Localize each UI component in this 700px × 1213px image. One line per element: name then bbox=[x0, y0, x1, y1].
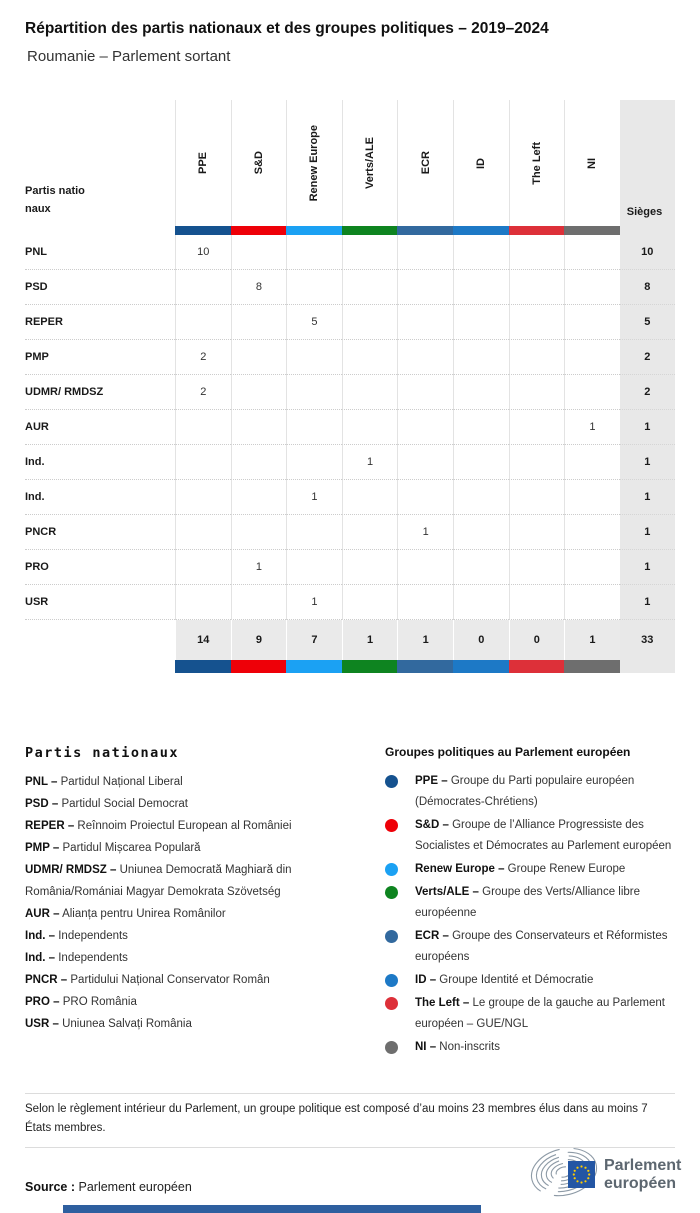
group-color-bar bbox=[397, 226, 453, 235]
legend-color-dot-icon bbox=[385, 775, 398, 788]
divider-line bbox=[25, 1093, 675, 1094]
cell-value bbox=[342, 270, 398, 305]
cell-value bbox=[397, 445, 453, 480]
party-full-name: Partidul Național Liberal bbox=[60, 776, 183, 788]
cell-value bbox=[509, 515, 565, 550]
cell-value bbox=[175, 480, 231, 515]
source-line bbox=[25, 1180, 192, 1194]
party-full-name: Uniunea Democrată Maghiară din România/Romániai Magyar Demokrata Szövetség bbox=[25, 864, 292, 898]
cell-value bbox=[286, 340, 342, 375]
table-corner-label: Partis nationaux bbox=[25, 185, 85, 215]
party-abbr: PSD – bbox=[25, 798, 59, 810]
cell-value bbox=[342, 480, 398, 515]
group-description bbox=[415, 815, 685, 857]
group-abbr: Verts/ALE – bbox=[415, 886, 479, 898]
party-legend-item bbox=[25, 771, 365, 793]
cell-seats: 5 bbox=[620, 305, 675, 340]
party-abbr: PMP – bbox=[25, 842, 60, 854]
cell-value bbox=[286, 550, 342, 585]
table-corner-header bbox=[25, 100, 175, 226]
cell-value bbox=[231, 340, 287, 375]
cell-value bbox=[231, 480, 287, 515]
eu-parliament-logo-icon bbox=[528, 1146, 692, 1200]
page-title: Répartition des partis nationaux et des groupes politiques – 2019–2024 bbox=[25, 20, 549, 37]
column-header-label: The Left bbox=[530, 141, 543, 185]
column-header-label: ECR bbox=[419, 151, 432, 175]
page-subtitle: Roumanie – Parlement sortant bbox=[27, 48, 231, 65]
group-full-name: Groupe de l’Alliance Progressiste des Socialistes et Démocrates au Parlement européen bbox=[415, 819, 672, 852]
cell-value bbox=[397, 305, 453, 340]
party-legend-item bbox=[25, 815, 365, 837]
column-header-label: PPE bbox=[197, 151, 210, 174]
group-description bbox=[415, 771, 685, 813]
cell-value bbox=[509, 480, 565, 515]
cell-value bbox=[231, 445, 287, 480]
total-value: 9 bbox=[231, 620, 287, 660]
group-full-name: Groupe des Conservateurs et Réformistes européens bbox=[415, 930, 668, 963]
group-legend-item bbox=[385, 882, 685, 924]
party-full-name: Partidul Social Democrat bbox=[61, 798, 189, 810]
cell-value: 1 bbox=[397, 515, 453, 550]
party-legend-item bbox=[25, 793, 365, 815]
cell-value bbox=[175, 515, 231, 550]
group-full-name: Groupe des Verts/Alliance libre européenne bbox=[415, 886, 641, 919]
total-value: 1 bbox=[397, 620, 453, 660]
group-color-bar bbox=[231, 226, 287, 235]
cell-value bbox=[453, 410, 509, 445]
cell-value bbox=[175, 410, 231, 445]
cell-value bbox=[453, 340, 509, 375]
group-description bbox=[415, 970, 593, 991]
group-full-name: Groupe Renew Europe bbox=[507, 863, 626, 875]
cell-value bbox=[397, 550, 453, 585]
row-label: UDMR/ RMDSZ bbox=[25, 375, 175, 410]
cell-value bbox=[564, 515, 620, 550]
party-full-name: Partidului Național Conservator Român bbox=[70, 974, 270, 986]
group-legend-item bbox=[385, 970, 685, 991]
column-header-ni bbox=[564, 100, 620, 226]
cell-value: 8 bbox=[231, 270, 287, 305]
column-header-id bbox=[453, 100, 509, 226]
row-label: Ind. bbox=[25, 445, 175, 480]
group-full-name: Groupe du Parti populaire européen (Démocrates-Chrétiens) bbox=[415, 775, 635, 808]
cell-value bbox=[564, 585, 620, 620]
cell-value bbox=[509, 270, 565, 305]
cell-value bbox=[175, 585, 231, 620]
group-abbr: PPE – bbox=[415, 775, 448, 787]
cell-seats: 1 bbox=[620, 445, 675, 480]
row-label: Ind. bbox=[25, 480, 175, 515]
cell-value bbox=[397, 410, 453, 445]
group-abbr: NI – bbox=[415, 1041, 437, 1053]
total-value: 7 bbox=[286, 620, 342, 660]
cell-value: 1 bbox=[231, 550, 287, 585]
total-value: 0 bbox=[509, 620, 565, 660]
cell-value bbox=[509, 550, 565, 585]
cell-value bbox=[342, 340, 398, 375]
group-abbr: The Left – bbox=[415, 997, 470, 1009]
party-abbr: Ind. – bbox=[25, 930, 56, 942]
cell-value bbox=[453, 480, 509, 515]
source-label: Source : bbox=[25, 1180, 76, 1194]
cell-value bbox=[397, 340, 453, 375]
party-full-name: Partidul Mișcarea Populară bbox=[62, 842, 201, 854]
legend-color-dot-icon bbox=[385, 1041, 398, 1054]
cell-value bbox=[453, 445, 509, 480]
cell-value bbox=[175, 270, 231, 305]
cell-value bbox=[453, 550, 509, 585]
legend-color-dot-icon bbox=[385, 997, 398, 1010]
group-full-name: Le groupe de la gauche au Parlement européen – GUE/NGL bbox=[415, 997, 665, 1030]
party-abbr: PRO – bbox=[25, 996, 60, 1008]
cell-value bbox=[509, 235, 565, 270]
cell-value: 1 bbox=[564, 410, 620, 445]
cell-seats: 1 bbox=[620, 585, 675, 620]
cell-value bbox=[453, 585, 509, 620]
group-color-bar bbox=[175, 660, 231, 673]
column-header-renew-europe bbox=[286, 100, 342, 226]
party-full-name: Alianța pentru Unirea Românilor bbox=[62, 908, 226, 920]
cell-seats: 8 bbox=[620, 270, 675, 305]
column-header-the-left bbox=[509, 100, 565, 226]
row-label: AUR bbox=[25, 410, 175, 445]
seats-table bbox=[25, 100, 675, 673]
cell-value bbox=[453, 305, 509, 340]
cell-value bbox=[342, 550, 398, 585]
party-abbr: AUR – bbox=[25, 908, 60, 920]
group-color-bar bbox=[286, 660, 342, 673]
group-color-bar bbox=[564, 226, 620, 235]
cell-value bbox=[231, 515, 287, 550]
cell-value: 2 bbox=[175, 340, 231, 375]
cell-value: 1 bbox=[286, 585, 342, 620]
group-full-name: Groupe Identité et Démocratie bbox=[439, 974, 594, 986]
legend-national-parties bbox=[25, 745, 365, 1035]
column-header-label: Renew Europe bbox=[308, 124, 321, 202]
cell-value bbox=[286, 445, 342, 480]
source-text: Parlement européen bbox=[78, 1180, 192, 1194]
cell-value bbox=[453, 515, 509, 550]
cell-value: 2 bbox=[175, 375, 231, 410]
seats-column-spacer bbox=[620, 226, 675, 235]
cell-value bbox=[564, 305, 620, 340]
seats-column-header: Sièges bbox=[620, 100, 675, 226]
group-description bbox=[415, 882, 685, 924]
cell-value bbox=[397, 270, 453, 305]
group-legend-item bbox=[385, 771, 685, 813]
cell-value bbox=[564, 480, 620, 515]
group-color-bar bbox=[342, 226, 398, 235]
bottom-accent-bar bbox=[63, 1205, 481, 1213]
cell-value bbox=[397, 585, 453, 620]
seats-column-spacer bbox=[620, 660, 675, 673]
party-abbr: PNCR – bbox=[25, 974, 68, 986]
cell-value bbox=[564, 270, 620, 305]
party-legend-item bbox=[25, 925, 365, 947]
total-value: 0 bbox=[453, 620, 509, 660]
legend-political-groups bbox=[385, 745, 685, 1060]
legend-color-dot-icon bbox=[385, 819, 398, 832]
party-legend-item bbox=[25, 837, 365, 859]
cell-value bbox=[397, 375, 453, 410]
cell-value bbox=[286, 410, 342, 445]
footnote-text: Selon le règlement intérieur du Parlement, un groupe politique est composé d’au moins 23 membres élus dans au moins 7 États membres. bbox=[25, 1103, 648, 1134]
party-full-name: Uniunea Salvați România bbox=[62, 1018, 192, 1030]
total-value: 1 bbox=[342, 620, 398, 660]
group-color-bar bbox=[453, 660, 509, 673]
cell-value bbox=[509, 585, 565, 620]
cell-value bbox=[231, 410, 287, 445]
cell-seats: 10 bbox=[620, 235, 675, 270]
group-legend-item bbox=[385, 1037, 685, 1058]
legend-parties-header: Partis nationaux bbox=[25, 745, 180, 761]
cell-seats: 1 bbox=[620, 410, 675, 445]
cell-value bbox=[453, 375, 509, 410]
row-label: PRO bbox=[25, 550, 175, 585]
party-abbr: UDMR/ RMDSZ – bbox=[25, 864, 117, 876]
cell-value bbox=[397, 235, 453, 270]
column-header-label: S&D bbox=[252, 151, 265, 175]
cell-value bbox=[231, 375, 287, 410]
cell-value bbox=[453, 270, 509, 305]
cell-value bbox=[286, 515, 342, 550]
group-description bbox=[415, 859, 625, 880]
cell-seats: 1 bbox=[620, 550, 675, 585]
party-legend-item bbox=[25, 969, 365, 991]
cell-value bbox=[564, 445, 620, 480]
group-full-name: Non-inscrits bbox=[439, 1041, 501, 1053]
legend-groups-items bbox=[385, 771, 685, 1058]
cell-value bbox=[231, 585, 287, 620]
column-header-verts-ale bbox=[342, 100, 398, 226]
cell-value bbox=[564, 550, 620, 585]
party-abbr: REPER – bbox=[25, 820, 75, 832]
cell-value bbox=[286, 375, 342, 410]
cell-value bbox=[509, 375, 565, 410]
row-label: PSD bbox=[25, 270, 175, 305]
row-label: REPER bbox=[25, 305, 175, 340]
totals-spacer bbox=[25, 620, 175, 660]
party-abbr: PNL – bbox=[25, 776, 58, 788]
cell-value bbox=[509, 410, 565, 445]
total-seats: 33 bbox=[620, 620, 675, 660]
cell-seats: 1 bbox=[620, 515, 675, 550]
group-color-bar bbox=[453, 226, 509, 235]
party-legend-item bbox=[25, 947, 365, 969]
group-abbr: S&D – bbox=[415, 819, 449, 831]
cell-value bbox=[175, 550, 231, 585]
column-header-label: ID bbox=[475, 157, 488, 169]
group-color-bar bbox=[397, 660, 453, 673]
legend-parties-items bbox=[25, 771, 365, 1035]
cell-value: 10 bbox=[175, 235, 231, 270]
group-legend-item bbox=[385, 815, 685, 857]
party-legend-item bbox=[25, 903, 365, 925]
column-header-s&d bbox=[231, 100, 287, 226]
group-legend-item bbox=[385, 993, 685, 1035]
logo-text-line1: Parlement bbox=[604, 1157, 682, 1174]
cell-value: 5 bbox=[286, 305, 342, 340]
group-abbr: ECR – bbox=[415, 930, 449, 942]
cell-value bbox=[564, 235, 620, 270]
party-legend-item bbox=[25, 1013, 365, 1035]
cell-value bbox=[231, 305, 287, 340]
cell-seats: 2 bbox=[620, 375, 675, 410]
group-abbr: Renew Europe – bbox=[415, 863, 505, 875]
cell-seats: 1 bbox=[620, 480, 675, 515]
legend-groups-header: Groupes politiques au Parlement européen bbox=[385, 745, 631, 759]
colorbar-spacer bbox=[25, 226, 175, 235]
group-legend-item bbox=[385, 926, 685, 968]
group-color-bar bbox=[175, 226, 231, 235]
cell-seats: 2 bbox=[620, 340, 675, 375]
cell-value bbox=[509, 445, 565, 480]
cell-value bbox=[342, 235, 398, 270]
cell-value bbox=[286, 235, 342, 270]
cell-value bbox=[564, 375, 620, 410]
group-color-bar bbox=[509, 226, 565, 235]
group-legend-item bbox=[385, 859, 685, 880]
party-full-name: Reînnoim Proiectul European al României bbox=[77, 820, 292, 832]
group-color-bar bbox=[231, 660, 287, 673]
party-legend-item bbox=[25, 991, 365, 1013]
party-full-name: Independents bbox=[58, 952, 128, 964]
total-value: 1 bbox=[564, 620, 620, 660]
group-description bbox=[415, 1037, 500, 1058]
cell-value bbox=[342, 410, 398, 445]
cell-value bbox=[342, 585, 398, 620]
party-legend-item bbox=[25, 859, 365, 903]
column-header-ppe bbox=[175, 100, 231, 226]
cell-value bbox=[397, 480, 453, 515]
party-full-name: Independents bbox=[58, 930, 128, 942]
group-color-bar bbox=[509, 660, 565, 673]
row-label: PMP bbox=[25, 340, 175, 375]
group-color-bar bbox=[342, 660, 398, 673]
legend-color-dot-icon bbox=[385, 886, 398, 899]
bottombar-spacer bbox=[25, 660, 175, 673]
party-abbr: Ind. – bbox=[25, 952, 56, 964]
party-full-name: PRO România bbox=[62, 996, 137, 1008]
row-label: USR bbox=[25, 585, 175, 620]
legend-color-dot-icon bbox=[385, 974, 398, 987]
cell-value bbox=[175, 445, 231, 480]
party-abbr: USR – bbox=[25, 1018, 59, 1030]
total-value: 14 bbox=[175, 620, 231, 660]
column-header-ecr bbox=[397, 100, 453, 226]
row-label: PNL bbox=[25, 235, 175, 270]
logo-text-line2: européen bbox=[604, 1175, 677, 1192]
group-description bbox=[415, 993, 685, 1035]
group-abbr: ID – bbox=[415, 974, 437, 986]
group-color-bar bbox=[286, 226, 342, 235]
group-description bbox=[415, 926, 685, 968]
cell-value bbox=[342, 515, 398, 550]
row-label: PNCR bbox=[25, 515, 175, 550]
cell-value bbox=[231, 235, 287, 270]
cell-value bbox=[342, 375, 398, 410]
cell-value bbox=[175, 305, 231, 340]
column-header-label: Verts/ALE bbox=[364, 137, 377, 189]
cell-value bbox=[286, 270, 342, 305]
column-header-label: NI bbox=[586, 157, 599, 169]
legend-color-dot-icon bbox=[385, 863, 398, 876]
cell-value: 1 bbox=[342, 445, 398, 480]
cell-value bbox=[509, 305, 565, 340]
group-color-bar bbox=[564, 660, 620, 673]
cell-value bbox=[342, 305, 398, 340]
legend-color-dot-icon bbox=[385, 930, 398, 943]
cell-value: 1 bbox=[286, 480, 342, 515]
cell-value bbox=[564, 340, 620, 375]
cell-value bbox=[509, 340, 565, 375]
cell-value bbox=[453, 235, 509, 270]
